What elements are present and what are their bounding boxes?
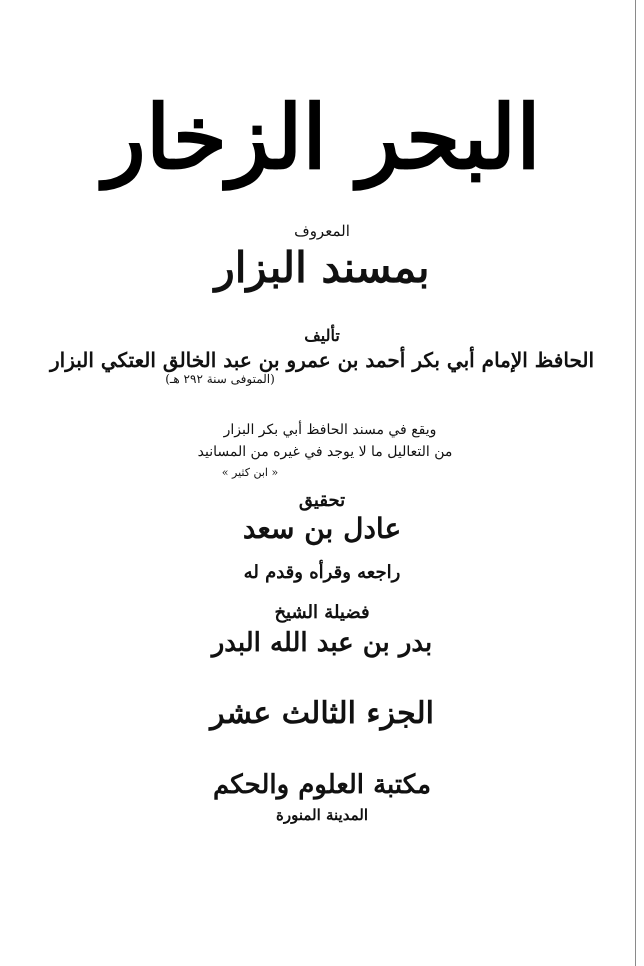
publisher-name: مكتبة العلوم والحكم: [213, 770, 431, 800]
quote-line-1: ويقع في مسند الحافظ أبي بكر البزار: [223, 422, 437, 438]
verifier-name: عادل بن سعد: [242, 512, 402, 545]
page-edge-line: [635, 0, 636, 966]
known-as-label: المعروف: [294, 222, 350, 240]
death-note: (المتوفى سنة ٢٩٢ هـ): [165, 372, 275, 386]
verification-label: تحقيق: [298, 490, 346, 511]
sheikh-name: بدر بن عبد الله البدر: [211, 628, 433, 658]
volume-label: الجزء الثالث عشر: [210, 696, 434, 731]
review-line: راجعه وقرأه وقدم له: [243, 562, 401, 583]
author-name: الحافظ الإمام أبي بكر أحمد بن عمرو بن عبد الخالق العتكي البزار: [49, 348, 594, 372]
quote-line-2: من التعاليل ما لا يوجد في غيره من المسانيد: [197, 444, 453, 460]
book-subtitle: بمسند البزار: [214, 243, 430, 292]
authored-by-label: تأليف: [304, 326, 340, 345]
book-title: البحر الزخار: [103, 85, 541, 189]
publisher-city: المدينة المنورة: [275, 806, 369, 824]
sheikh-label: فضيلة الشيخ: [274, 602, 370, 623]
quote-attribution: « ابن كثير »: [221, 466, 279, 479]
